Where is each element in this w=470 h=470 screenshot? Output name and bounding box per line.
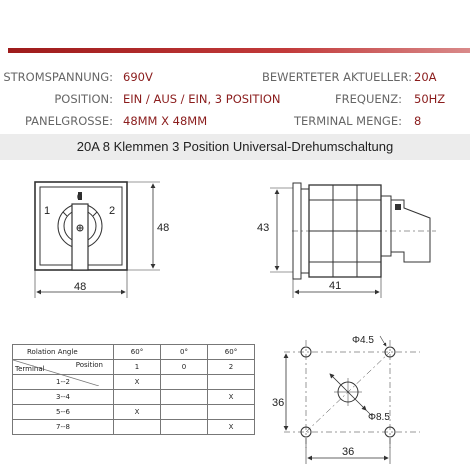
side-rear-plate: [381, 196, 391, 256]
vertical-spacing-label: 36: [272, 397, 285, 409]
table-angle-cell: 0°: [161, 345, 208, 360]
table-mark-cell: X: [208, 390, 255, 405]
table-row: [13, 420, 255, 435]
horizontal-spacing-label: 36: [342, 446, 355, 458]
side-view-drawing: [257, 183, 436, 298]
spec-label: PANELGROSSE:: [24, 114, 113, 128]
small-hole-label: Φ4.5: [352, 335, 374, 346]
side-depth-label: 41: [329, 280, 342, 292]
table-mark-cell: [161, 405, 208, 420]
table-corner-terminal: Terminal: [15, 365, 45, 373]
position-label-2: 2: [109, 205, 116, 217]
table-position-cell: 2: [208, 360, 255, 375]
position-label-0: 0: [77, 192, 83, 202]
spec-label: BEWERTETER AKTUELLER:: [262, 70, 412, 84]
front-height-label: 48: [157, 222, 170, 234]
table-angle-cell: 60°: [114, 345, 161, 360]
spec-value: 20A: [414, 70, 437, 84]
table-mark-cell: [114, 390, 161, 405]
table-mark-cell: X: [208, 420, 255, 435]
table-mark-cell: X: [114, 375, 161, 390]
table-mark-cell: [161, 390, 208, 405]
table-terminal-cell: 3--4: [13, 390, 114, 405]
spec-value: EIN / AUS / EIN, 3 POSITION: [123, 92, 281, 106]
front-view-drawing: [35, 182, 169, 298]
table-header-positions: [13, 360, 255, 375]
spec-label: FREQUENZ:: [335, 92, 402, 106]
table-row: [13, 390, 255, 405]
front-width-label: 48: [74, 281, 87, 293]
product-title: 20A 8 Klemmen 3 Position Universal-Drehumschaltung: [0, 134, 470, 160]
position-label-1: 1: [44, 205, 51, 217]
spec-label: STROMSPANNUNG:: [3, 70, 113, 84]
table-row: [13, 405, 255, 420]
switching-table: [12, 344, 255, 435]
knob-handle: [72, 204, 88, 270]
table-mark-cell: [161, 375, 208, 390]
spec-value: 48MM X 48MM: [123, 114, 208, 128]
table-mark-cell: [114, 420, 161, 435]
table-position-cell: 1: [114, 360, 161, 375]
table-terminal-cell: 1--2: [13, 375, 114, 390]
table-mark-cell: X: [114, 405, 161, 420]
center-hole-label: Φ8.5: [368, 412, 390, 423]
table-angle-cell: 60°: [208, 345, 255, 360]
side-height-label: 43: [257, 222, 270, 234]
table-mark-cell: [161, 420, 208, 435]
mounting-hole-drawing: [272, 335, 420, 464]
table-mark-cell: [208, 405, 255, 420]
spec-value: 690V: [123, 70, 153, 84]
table-corner-diagonal: [13, 360, 114, 375]
table-corner-position: Position: [75, 361, 103, 369]
spec-label: POSITION:: [54, 92, 113, 106]
table-corner-angle: Rolation Angle: [13, 345, 114, 360]
table-terminal-cell: 5--6: [13, 405, 114, 420]
table-position-cell: 0: [161, 360, 208, 375]
spec-value: 50HZ: [414, 92, 446, 106]
table-mark-cell: [208, 375, 255, 390]
table-header-angles: [13, 345, 255, 360]
spec-value: 8: [414, 114, 422, 128]
spec-label: TERMINAL MENGE:: [294, 114, 402, 128]
table-terminal-cell: 7--8: [13, 420, 114, 435]
